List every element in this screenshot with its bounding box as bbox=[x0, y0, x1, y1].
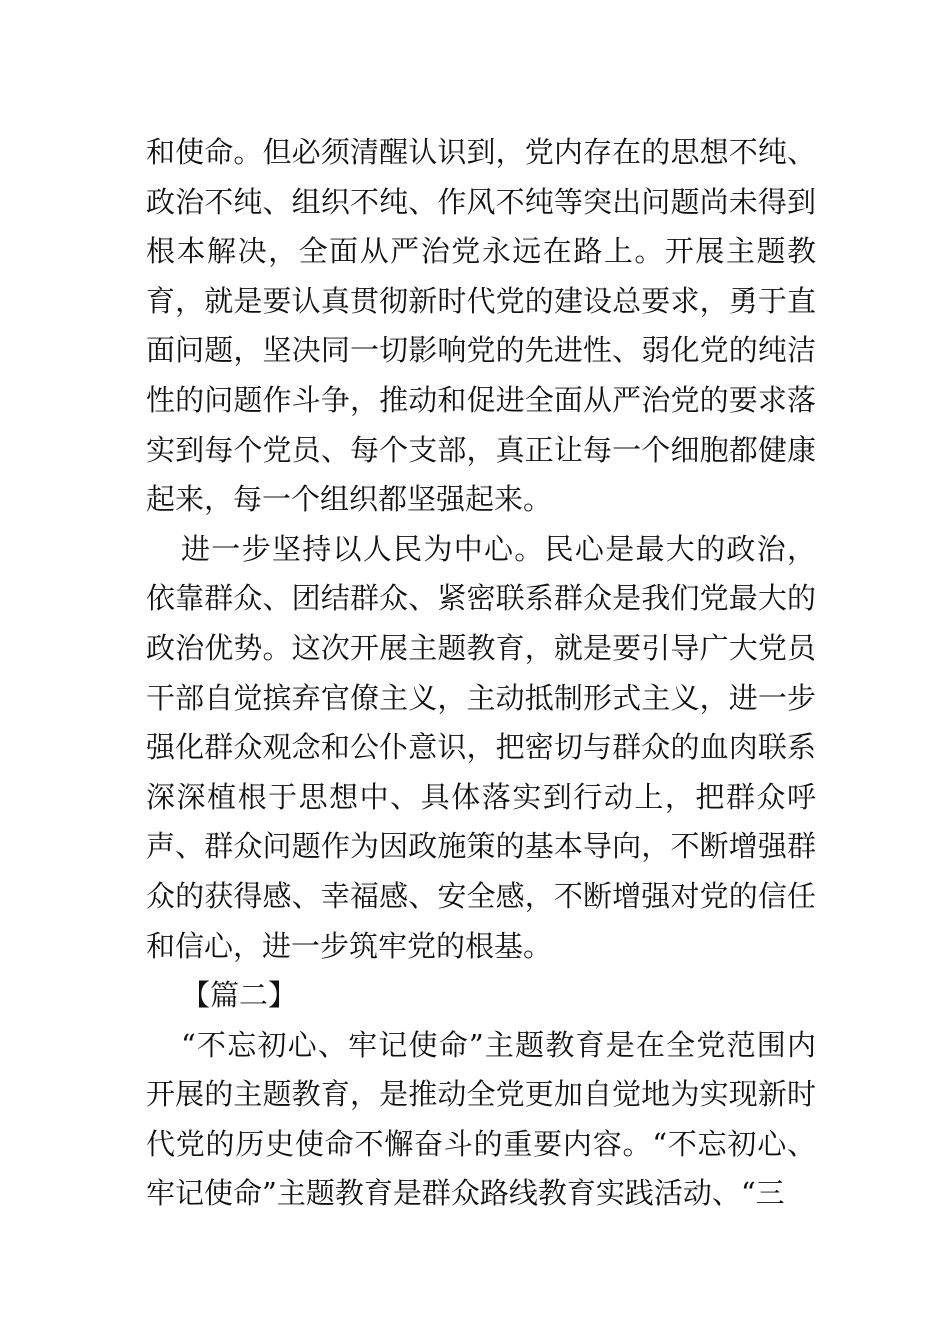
body-paragraph-1: 和使命。但必须清醒认识到，党内存在的思想不纯、政治不纯、组织不纯、作风不纯等突出问题尚未得到根本解决，全面从严治党永远在路上。开展主题教育，就是要认真贯彻新时代党的建设总要求，勇于直面问题，坚决同一切影响党的先进性、弱化党的纯洁性的问题作斗争，推动和促进全面从严治党的要求落实到每个党员、每个支部，真正让每一个细胞都健康起来，每一个组织都坚强起来。 bbox=[146, 135, 816, 517]
section-heading: 【篇二】 bbox=[181, 978, 298, 1013]
document-page bbox=[146, 128, 816, 1219]
body-paragraph-3: “不忘初心、牢记使命”主题教育是在全党范围内开展的主题教育，是推动全党更加自觉地为实现新时代党的历史使命不懈奋斗的重要内容。“不忘初心、牢记使命”主题教育是群众路线教育实践活动、“三 bbox=[146, 1027, 816, 1211]
body-paragraph-2: 进一步坚持以人民为中心。民心是最大的政治，依靠群众、团结群众、紧密联系群众是我们党最大的政治优势。这次开展主题教育，就是要引导广大党员干部自觉摈弃官僚主义，主动抵制形式主义，进一步强化群众观念和公仆意识，把密切与群众的血肉联系深深植根于思想中、具体落实到行动上，把群众呼声、群众问题作为因政施策的基本导向，不断增强群众的获得感、幸福感、安全感，不断增强对党的信任和信心，进一步筑牢党的根基。 bbox=[146, 531, 816, 963]
